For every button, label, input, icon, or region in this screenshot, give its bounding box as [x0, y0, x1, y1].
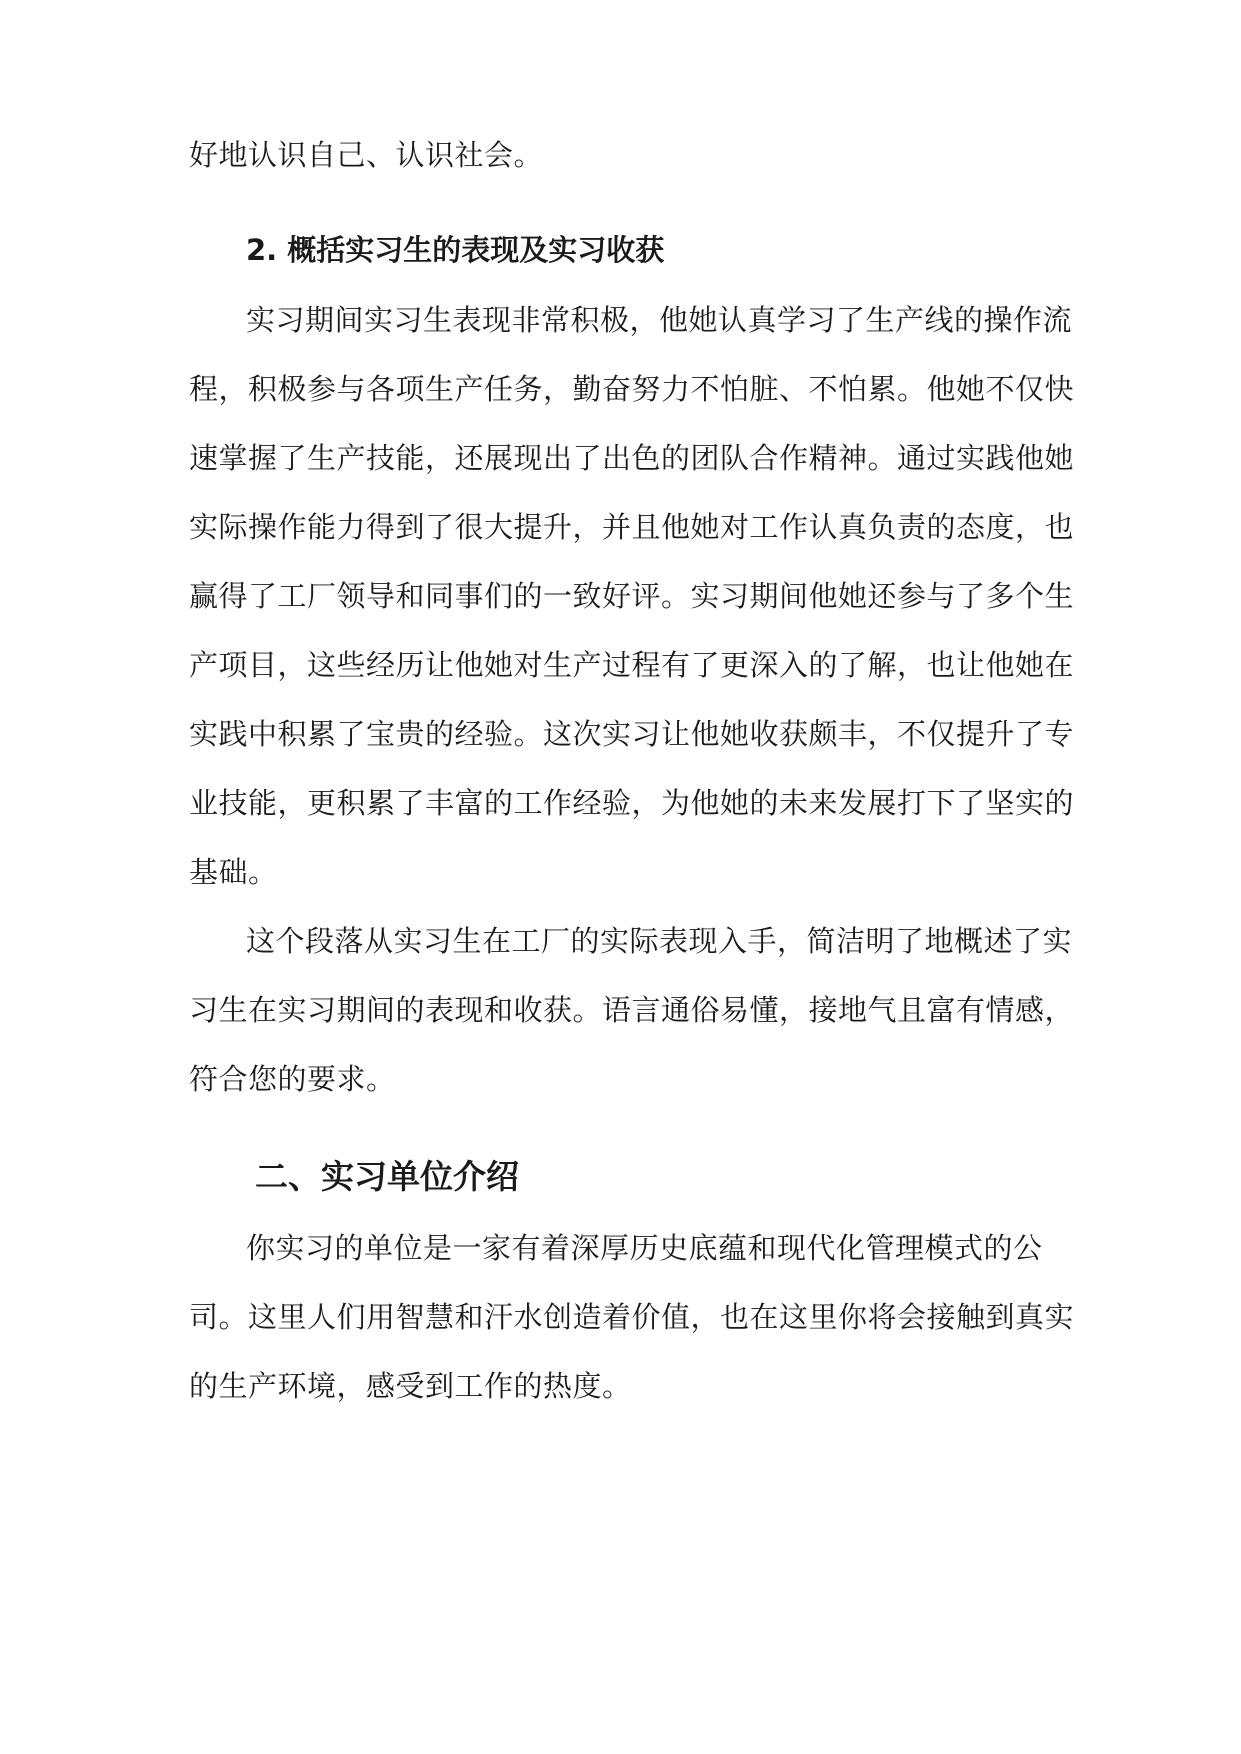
subsection-heading: 2. 概括实习生的表现及实习收获: [246, 233, 665, 267]
text-line: 的生产环境，感受到工作的热度。: [189, 1369, 632, 1403]
text-line: 这个段落从实习生在工厂的实际表现入手，简洁明了地概述了实: [246, 924, 1073, 958]
text-line: 实习期间实习生表现非常积极，他她认真学习了生产线的操作流: [246, 303, 1073, 337]
text-line: 习生在实习期间的表现和收获。语言通俗易懂，接地气且富有情感，: [189, 993, 1075, 1027]
text-line: 实践中积累了宝贵的经验。这次实习让他她收获颇丰，不仅提升了专: [189, 717, 1075, 751]
text-line: 产项目，这些经历让他她对生产过程有了更深入的了解，也让他她在: [189, 648, 1075, 682]
text-line: 基础。: [189, 855, 278, 889]
text-line: 实际操作能力得到了很大提升，并且他她对工作认真负责的态度，也: [189, 510, 1075, 544]
section-heading: 二、实习单位介绍: [255, 1157, 519, 1196]
text-line: 程，积极参与各项生产任务，勤奋努力不怕脏、不怕累。他她不仅快: [189, 372, 1075, 406]
text-line: 司。这里人们用智慧和汗水创造着价值，也在这里你将会接触到真实: [189, 1300, 1075, 1334]
text-line: 符合您的要求。: [189, 1062, 396, 1096]
text-line: 你实习的单位是一家有着深厚历史底蕴和现代化管理模式的公: [246, 1231, 1043, 1265]
text-line: 赢得了工厂领导和同事们的一致好评。实习期间他她还参与了多个生: [189, 579, 1075, 613]
text-line: 速掌握了生产技能，还展现出了出色的团队合作精神。通过实践他她: [189, 441, 1075, 475]
text-line: 好地认识自己、认识社会。: [189, 138, 544, 172]
text-line: 业技能，更积累了丰富的工作经验，为他她的未来发展打下了坚实的: [189, 786, 1075, 820]
